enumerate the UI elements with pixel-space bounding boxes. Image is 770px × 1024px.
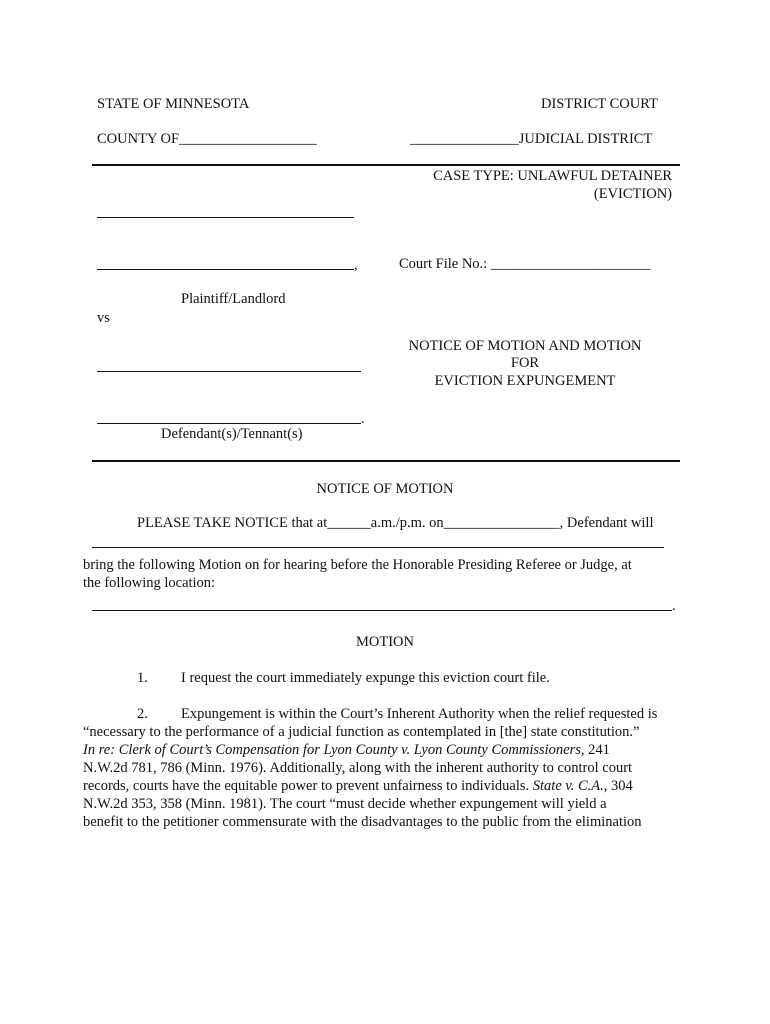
caption-bottom-rule — [92, 460, 680, 462]
case-type-line1: CASE TYPE: UNLAWFUL DETAINER — [433, 168, 672, 184]
motion-item1-text: I request the court immediately expunge this eviction court file. — [181, 670, 550, 686]
defendant-label: Defendant(s)/Tennant(s) — [161, 426, 303, 442]
caption-top-rule — [92, 164, 680, 166]
motion-item2-line4: N.W.2d 781, 786 (Minn. 1976). Additionally, along with the inherent authority to control court — [83, 760, 633, 776]
defendant-name-line-1 — [97, 371, 361, 372]
motion-item2-line7: benefit to the petitioner commensurate with the disadvantages to the public from the elimination — [83, 814, 642, 830]
court-file-number: Court File No.: ______________________ — [399, 256, 651, 272]
judicial-district-field: _______________JUDICIAL DISTRICT — [410, 131, 653, 147]
title-line3: EVICTION EXPUNGEMENT — [434, 373, 616, 389]
notice-line3: the following location: — [83, 575, 216, 591]
location-period: . — [672, 598, 676, 614]
defendant-line-period: . — [361, 411, 365, 427]
plaintiff-label: Plaintiff/Landlord — [181, 291, 286, 307]
plaintiff-name-line-1 — [97, 217, 354, 218]
defendant-name-line-2 — [97, 423, 361, 424]
line5-text: records, courts have the equitable power to prevent unfairness to individuals. — [83, 778, 533, 794]
notice-line1: PLEASE TAKE NOTICE that at______a.m./p.m. on________________, Defendant will — [137, 515, 654, 531]
title-line2: FOR — [510, 355, 540, 371]
motion-item2-number: 2. — [137, 706, 148, 722]
court-label: DISTRICT COURT — [541, 96, 658, 112]
motion-item2-line1: Expungement is within the Court’s Inherent Authority when the relief requested is — [181, 706, 658, 722]
plaintiff-line-comma: , — [354, 257, 358, 273]
plaintiff-name-line-2 — [97, 269, 354, 270]
case-type-line2: (EVICTION) — [593, 186, 672, 202]
notice-line2: bring the following Motion on for hearing before the Honorable Presiding Referee or Judge, at — [83, 557, 632, 573]
county-field: COUNTY OF___________________ — [97, 131, 317, 147]
notice-blank-line — [92, 547, 664, 548]
case-citation-lyon: In re: Clerk of Court’s Compensation for Lyon County v. Lyon County Commissioners, — [83, 742, 585, 758]
versus-label: vs — [97, 310, 110, 326]
line5-volume: , 304 — [603, 778, 633, 794]
motion-item2-line5 — [83, 777, 633, 795]
motion-item2-line2: “necessary to the performance of a judicial function as contemplated in [the] state constitution.” — [83, 724, 640, 740]
case-citation-ca: State v. C.A. — [532, 778, 604, 794]
title-line1: NOTICE OF MOTION AND MOTION — [408, 338, 642, 354]
motion-item2-line3 — [83, 741, 610, 759]
motion-item1-number: 1. — [137, 670, 148, 686]
location-line — [92, 610, 672, 611]
motion-item2-line6: N.W.2d 353, 358 (Minn. 1981). The court “must decide whether expungement will yield a — [83, 796, 607, 812]
notice-heading: NOTICE OF MOTION — [316, 481, 454, 497]
state-label: STATE OF MINNESOTA — [97, 96, 250, 112]
citation-volume: 241 — [584, 742, 610, 758]
motion-heading: MOTION — [356, 634, 414, 650]
